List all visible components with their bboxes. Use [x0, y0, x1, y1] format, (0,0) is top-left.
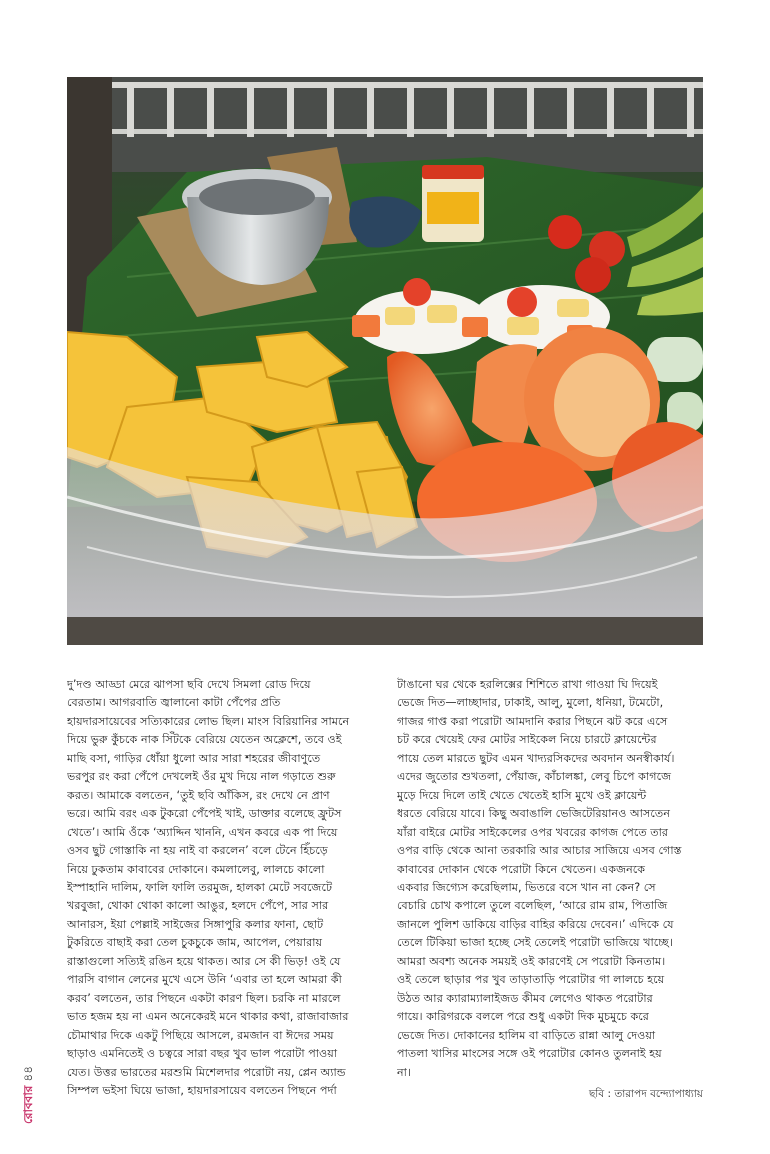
page-folio	[21, 1066, 35, 1124]
article-line: জানলে পুলিশ ডাকিয়ে বাড়ির বাহির করিয়ে দেবেন।’ এদিকে যে	[397, 917, 674, 931]
article-line: ধরতে বেরিয়ে যাবে। কিছু অবাঙালি ভেজিটেরিয়ানও আসতেন	[397, 807, 671, 821]
article-line: ভরে। আমি বরং এক টুকরো পেঁপেই খাই, ডাক্তার বলেছে ফ্রুটস	[67, 807, 342, 821]
article-line: মুড়ে দিয়ে দিলে তাই খেতে খেতেই হাসি মুখে ওই ক্লায়েন্ট	[397, 788, 647, 802]
article-line: ভেজে দিত—লাচ্ছাদার, ঢাকাই, আলু, মুলো, ধনিয়া, টমেটো,	[397, 696, 664, 710]
article-line: যাঁরা বাইরে মোটর সাইকেলের ওপর খবরের কাগজ পেতে তার	[397, 825, 669, 839]
article-line: তেলে টিকিয়া ভাজা হচ্ছে সেই তেলেই পরোটা ভাজিয়ে খাচ্ছে।	[397, 936, 673, 950]
article-line: গাজর গাপ্ত করা পরোটা আমদানি করার পিছনে ঝট করে এসে	[397, 714, 668, 728]
article-line: মাছি বসা, গাড়ির ধোঁয়া ধুলো আর সারা শহরের জীবাণুতে	[67, 751, 321, 765]
article-line: পাতলা খাসির মাংসের সঙ্গে ওই পরোটার কোনও তুলনাই হয়	[397, 1047, 662, 1061]
magazine-name: রোববার	[21, 1085, 35, 1124]
article-line: টুকরিতে বাছাই করা তেল চুকচুকে জাম, আপেল, পেয়ারায়	[67, 936, 323, 950]
article-left-column	[67, 676, 369, 1100]
article-line: ছাড়াও এমনিতেই ও চত্বরে সারা বছর খুব ভাল পরোটা পাওয়া	[67, 1047, 338, 1061]
article-line: সিম্পল ভইসা ঘিয়ে ভাজা, হায়দারসায়েব বলতেন পিছনে পর্দা	[67, 1083, 337, 1097]
fruit-stall-photo	[67, 77, 703, 645]
article-line: পারসি বাগান লেনের মুখে এসে উনি ‘এবার তা হলে আমরা কী	[67, 973, 342, 987]
article-line: না।	[397, 1065, 411, 1079]
article-line: ভেজে দিত। দোকানের হালিম বা বাড়িতে রান্না আলু দেওয়া	[397, 1028, 656, 1042]
article-line: বেচারি চোখ কপালে তুলে বলেছিল, ‘আরে রাম রাম, পিতাজি	[397, 899, 668, 913]
article-line: চৌমাথার দিকে একটু পিছিয়ে আসলে, রমজান বা ঈদের সময়	[67, 1028, 334, 1042]
article-line: দিয়ে ভুরু কুঁচকে নাক সিঁটকে বেরিয়ে যেতেন অক্লেশে, তবে ওই	[67, 733, 342, 747]
article-line: দু’দণ্ড আড্ডা মেরে ঝাপসা ছবি দেখে সিমলা রোড দিয়ে	[67, 678, 311, 691]
article-line: যেত। উত্তর ভারতের মরশুমি মিশেলদার পরোটা নয়, প্লেন অ্যান্ড	[67, 1065, 346, 1079]
article-line: ভাত হজম হয় না এমন অনেকেরই মনে থাকার কথা, রাজাবাজার	[67, 1010, 349, 1024]
article-line: গায়ে। কারিগরকে বললে পরে শুধু একটা দিক মুচমুচে করে	[397, 1010, 649, 1024]
article-line: ভরপুর রং করা পেঁপে দেখলেই ওঁর মুখ দিয়ে নাল গড়াতে শুরু	[67, 770, 336, 784]
photo-credit: ছবি : তারাপদ বন্দ্যোপাধ্যায়	[588, 1088, 703, 1100]
article-line: এদের জুতোর শুখতলা, পেঁয়াজ, কাঁচালঙ্কা, লেবু চিপে কাগজে	[397, 770, 672, 784]
article-line: আমরা অবশ্য অনেক সময়ই ওই কারণেই সে পরোটা কিনতাম।	[397, 954, 666, 968]
article-line: নিয়ে ঢুকতাম কাবাবের দোকানে। কমলালেবু, লালচে কালো	[67, 862, 325, 876]
article-line: চট করে খেয়েই ফের মোটর সাইকেল নিয়ে চারটে ক্লায়েন্টের	[397, 733, 657, 747]
article-line: হায়দারসায়েবের সত্যিকারের লোভ ছিল। মাংস বিরিয়ানির সামনে	[67, 714, 350, 728]
article-line: রাস্তাগুলো সত্যিই রঙিন হয়ে থাকত। আর সে কী ভিড়! ওই যে	[67, 954, 341, 968]
article-line: কাবাবের দোকান থেকে পরোটা কিনে খেতেন। একজনকে	[397, 862, 646, 876]
article-line: করব’ বলতেন, তার পিছনে একটা কারণ ছিল। চরকি না মারলে	[67, 991, 341, 1005]
article-line: পায়ে তেল মারতে ছুটব এমন খাদ্যরসিকদের অবদান অনস্বীকার্য।	[397, 751, 675, 765]
article-line: একবার জিগ্যেস করেছিলাম, ভিতরে বসে খান না কেন? সে	[397, 880, 656, 894]
page-number: ৪৪	[21, 1066, 35, 1082]
article-line: খরবুজা, থোকা থোকা কালো আঙুর, হলদে পেঁপে, সার সার	[67, 899, 329, 913]
article-right-column	[397, 676, 699, 1082]
article-line: খেতে’। আমি ওঁকে ‘অ্যাদ্দিন খাননি, এখন কবরে এক পা দিয়ে	[67, 825, 338, 839]
article-line: উঠত আর ক্যারাম্যালাইজড কীমব লেগেও থাকত পরোটার	[397, 991, 653, 1005]
photo-illustration	[67, 77, 703, 645]
article-line: টাঙানো ঘর থেকে হরলিক্সের শিশিতে রাখা গাওয়া ঘি দিয়েই	[397, 678, 658, 691]
article-line: আনারস, ইয়া পেল্লাই সাইজের সিঙ্গাপুরি কলার ফানা, ছোট	[67, 917, 324, 931]
article-line: ওসব ছুট গোস্তাকি না হয় নাই বা করলেন’ বলে টেনে হিঁচড়ে	[67, 844, 328, 858]
article-line: ইস্পাহানি দালিম, ফালি ফালি তরমুজ, হালকা মেটে সবজেটে	[67, 880, 333, 894]
article-line: ওপর বাড়ি থেকে আনা তরকারি আর আচার সাজিয়ে এসব গোস্ত	[397, 844, 682, 858]
article-line: বেরতাম। আগরবাতি জ্বালানো কাটা পেঁপের প্রতি	[67, 696, 281, 710]
article-line: ওই তেলে ছাড়ার পর খুব তাড়াতাড়ি পরোটার গা লালচে হয়ে	[397, 973, 665, 987]
article-line: করত। আমাকে বলতেন, ‘তুই ছবি আঁকিস, রং দেখে নে প্রাণ	[67, 788, 330, 802]
